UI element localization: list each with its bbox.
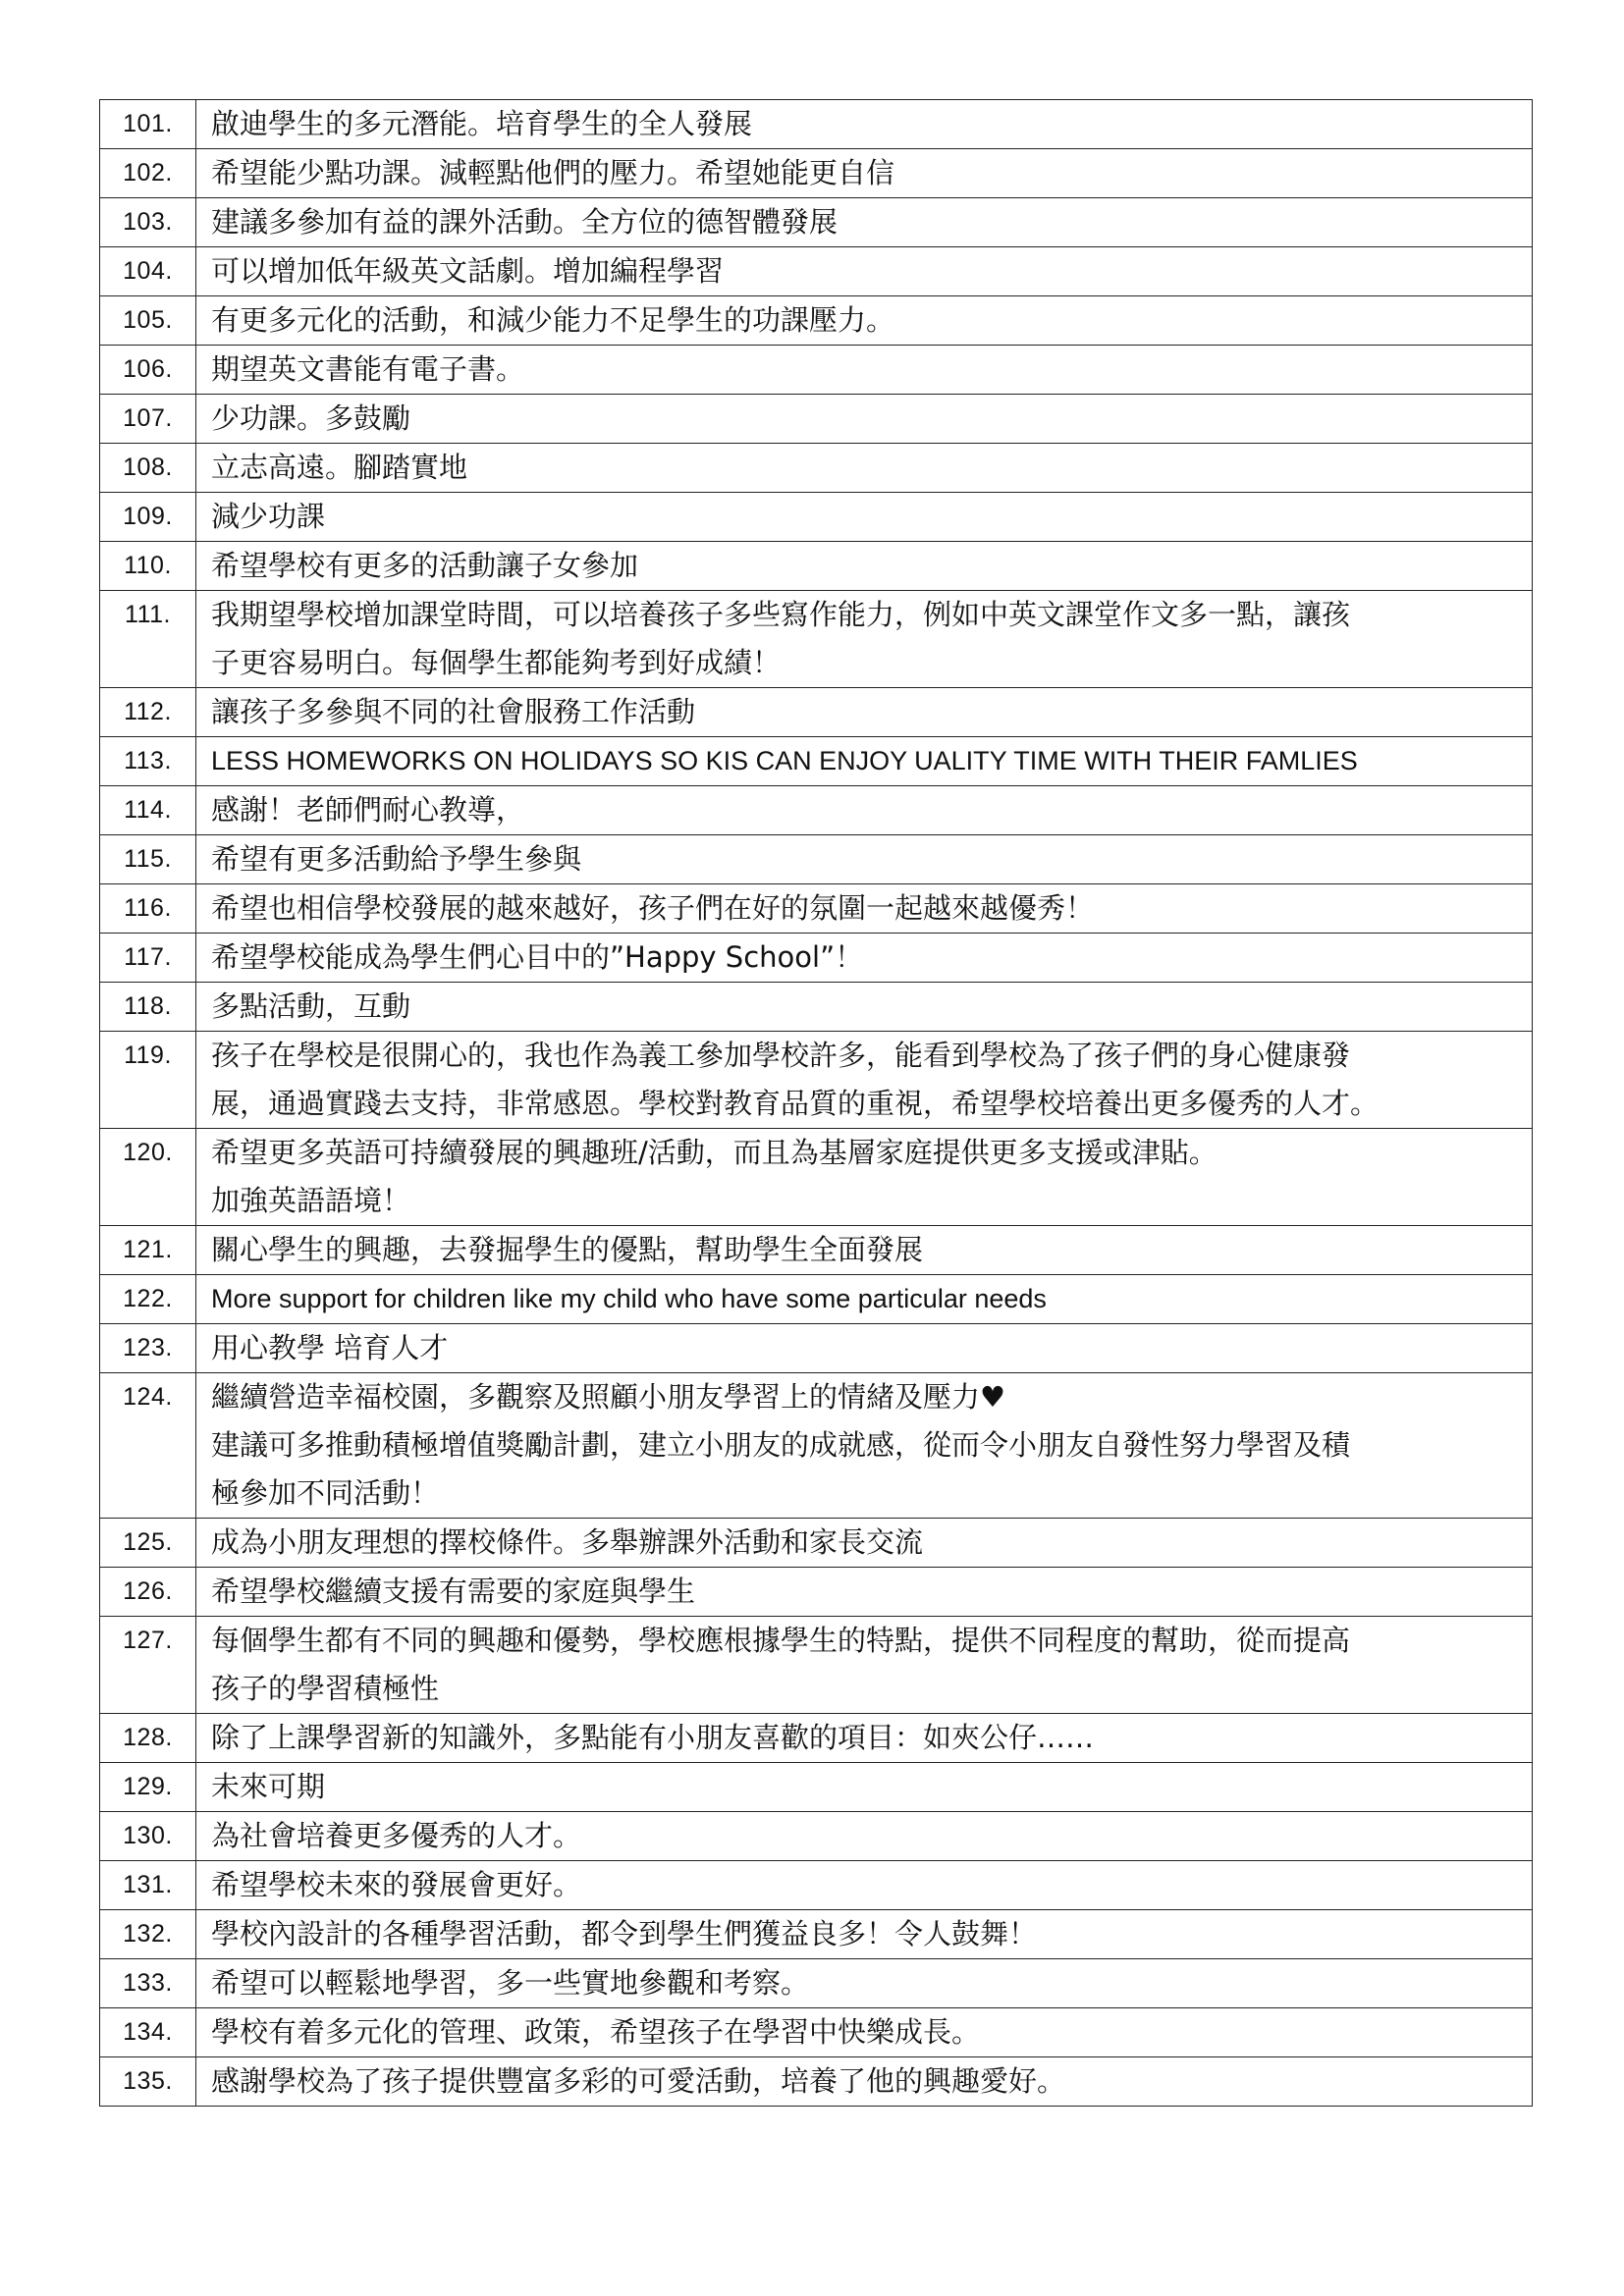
comment-cell <box>196 1812 1533 1861</box>
comment-cell <box>196 100 1533 149</box>
comment-line: 有更多元化的活動，和減少能力不足學生的功課壓力。 <box>211 303 895 337</box>
comment-line: 期望英文書能有電子書。 <box>211 352 525 386</box>
table-row <box>100 934 1533 983</box>
row-number: 118. <box>100 983 196 1032</box>
table-row <box>100 737 1533 786</box>
row-number: 131. <box>100 1861 196 1910</box>
comment-cell <box>196 688 1533 737</box>
table-row <box>100 346 1533 395</box>
comment-cell <box>196 1959 1533 2008</box>
comment-line: 感謝！老師們耐心教導， <box>211 793 525 827</box>
comment-line: 希望學校能成為學生們心目中的”Happy School”！ <box>211 940 864 974</box>
row-number: 132. <box>100 1910 196 1959</box>
comment-line: 希望有更多活動給予學生參與 <box>211 842 582 876</box>
row-number: 122. <box>100 1275 196 1324</box>
comment-cell <box>196 737 1533 786</box>
comment-line: 展，通過實踐去支持，非常感恩。學校對教育品質的重視，希望學校培養出更多優秀的人才。 <box>211 1087 1380 1120</box>
comment-cell <box>196 493 1533 542</box>
comment-line: 讓孩子多參與不同的社會服務工作活動 <box>211 695 696 728</box>
comment-line: 希望可以輕鬆地學習，多一些實地參觀和考察。 <box>211 1966 810 2000</box>
table-row <box>100 542 1533 591</box>
comment-cell <box>196 1568 1533 1617</box>
table-row <box>100 395 1533 444</box>
row-number: 130. <box>100 1812 196 1861</box>
table-row <box>100 1568 1533 1617</box>
comment-line: 子更容易明白。每個學生都能夠考到好成績！ <box>211 646 782 679</box>
row-number: 101. <box>100 100 196 149</box>
comment-line: 希望能少點功課。減輕點他們的壓力。希望她能更自信 <box>211 156 895 189</box>
row-number: 133. <box>100 1959 196 2008</box>
row-number: 110. <box>100 542 196 591</box>
comment-cell <box>196 2008 1533 2057</box>
row-number: 108. <box>100 444 196 493</box>
row-number: 113. <box>100 737 196 786</box>
comment-line: 每個學生都有不同的興趣和優勢，學校應根據學生的特點，提供不同程度的幫助，從而提高 <box>211 1624 1351 1657</box>
comment-line: 學校內設計的各種學習活動，都令到學生們獲益良多！令人鼓舞！ <box>211 1917 1038 1950</box>
comment-line: 希望更多英語可持續發展的興趣班/活動，而且為基層家庭提供更多支援或津貼。 <box>211 1136 1218 1169</box>
comment-line: 我期望學校增加課堂時間，可以培養孩子多些寫作能力，例如中英文課堂作文多一點，讓孩 <box>211 598 1351 631</box>
row-number: 119. <box>100 1032 196 1129</box>
row-number: 104. <box>100 247 196 296</box>
comment-line: 感謝學校為了孩子提供豐富多彩的可愛活動，培養了他的興趣愛好。 <box>211 2064 1066 2098</box>
table-row <box>100 1324 1533 1373</box>
row-number: 120. <box>100 1129 196 1226</box>
comment-cell <box>196 149 1533 198</box>
table-row <box>100 296 1533 346</box>
row-number: 121. <box>100 1226 196 1275</box>
row-number: 124. <box>100 1373 196 1519</box>
comment-line: 減少功課 <box>211 500 326 533</box>
row-number: 135. <box>100 2057 196 2107</box>
comment-line: LESS HOMEWORKS ON HOLIDAYS SO KIS CAN ENJOY UALITY TIME WITH THEIR FAMLIES <box>211 746 1358 775</box>
table-row <box>100 149 1533 198</box>
comment-cell <box>196 1373 1533 1519</box>
comment-cell <box>196 934 1533 983</box>
row-number: 106. <box>100 346 196 395</box>
table-row <box>100 1373 1533 1519</box>
row-number: 107. <box>100 395 196 444</box>
comment-cell <box>196 1275 1533 1324</box>
table-row <box>100 1129 1533 1226</box>
table-row <box>100 884 1533 934</box>
comment-line: 多點活動，互動 <box>211 989 411 1023</box>
row-number: 126. <box>100 1568 196 1617</box>
table-row <box>100 1714 1533 1763</box>
row-number: 102. <box>100 149 196 198</box>
comment-cell <box>196 444 1533 493</box>
table-row <box>100 247 1533 296</box>
comment-cell <box>196 1910 1533 1959</box>
comment-line: 用心教學 培育人才 <box>211 1331 449 1364</box>
comment-cell <box>196 1519 1533 1568</box>
comment-line: 希望學校未來的發展會更好。 <box>211 1868 582 1901</box>
comment-cell <box>196 835 1533 884</box>
row-number: 117. <box>100 934 196 983</box>
comment-line: 未來可期 <box>211 1770 326 1803</box>
feedback-table <box>99 99 1533 2107</box>
table-row <box>100 2057 1533 2107</box>
table-row <box>100 1910 1533 1959</box>
comment-cell <box>196 1714 1533 1763</box>
comment-line: 孩子在學校是很開心的，我也作為義工參加學校許多，能看到學校為了孩子們的身心健康發 <box>211 1039 1351 1072</box>
comment-line: 學校有着多元化的管理、政策，希望孩子在學習中快樂成長。 <box>211 2015 981 2049</box>
table-row <box>100 1226 1533 1275</box>
table-row <box>100 100 1533 149</box>
table-row <box>100 2008 1533 2057</box>
feedback-table-body <box>100 100 1533 2107</box>
comment-cell <box>196 395 1533 444</box>
row-number: 125. <box>100 1519 196 1568</box>
comment-cell <box>196 296 1533 346</box>
comment-cell <box>196 1129 1533 1226</box>
row-number: 112. <box>100 688 196 737</box>
row-number: 103. <box>100 198 196 247</box>
table-row <box>100 1519 1533 1568</box>
comment-line: 建議多參加有益的課外活動。全方位的德智體發展 <box>211 205 839 239</box>
row-number: 115. <box>100 835 196 884</box>
row-number: 109. <box>100 493 196 542</box>
comment-line: 希望學校繼續支援有需要的家庭與學生 <box>211 1575 696 1608</box>
comment-cell <box>196 1617 1533 1714</box>
comment-line: 關心學生的興趣，去發掘學生的優點，幫助學生全面發展 <box>211 1233 924 1266</box>
comment-cell <box>196 1763 1533 1812</box>
row-number: 105. <box>100 296 196 346</box>
row-number: 114. <box>100 786 196 835</box>
table-row <box>100 983 1533 1032</box>
comment-cell <box>196 786 1533 835</box>
comment-line: 建議可多推動積極增值獎勵計劃，建立小朋友的成就感，從而令小朋友自發性努力學習及積 <box>211 1428 1351 1462</box>
table-row <box>100 1812 1533 1861</box>
table-row <box>100 786 1533 835</box>
row-number: 129. <box>100 1763 196 1812</box>
table-row <box>100 835 1533 884</box>
comment-line: 少功課。多鼓勵 <box>211 401 411 435</box>
comment-cell <box>196 1226 1533 1275</box>
comment-cell <box>196 1032 1533 1129</box>
comment-line: 加強英語語境！ <box>211 1184 411 1217</box>
table-row <box>100 444 1533 493</box>
row-number: 127. <box>100 1617 196 1714</box>
table-row <box>100 1763 1533 1812</box>
comment-line: 極參加不同活動！ <box>211 1476 440 1510</box>
comment-cell <box>196 198 1533 247</box>
comment-cell <box>196 1324 1533 1373</box>
row-number: 128. <box>100 1714 196 1763</box>
comment-cell <box>196 1861 1533 1910</box>
comment-line: 立志高遠。腳踏實地 <box>211 451 468 484</box>
comment-cell <box>196 542 1533 591</box>
comment-line: 孩子的學習積極性 <box>211 1672 440 1705</box>
comment-line: 除了上課學習新的知識外，多點能有小朋友喜歡的項目：如夾公仔…… <box>211 1721 1095 1754</box>
row-number: 123. <box>100 1324 196 1373</box>
table-row <box>100 1861 1533 1910</box>
comment-line: 成為小朋友理想的擇校條件。多舉辦課外活動和家長交流 <box>211 1525 924 1559</box>
table-row <box>100 1032 1533 1129</box>
row-number: 116. <box>100 884 196 934</box>
row-number: 134. <box>100 2008 196 2057</box>
comment-line: 為社會培養更多優秀的人才。 <box>211 1819 582 1852</box>
table-row <box>100 493 1533 542</box>
row-number: 111. <box>100 591 196 688</box>
comment-cell <box>196 983 1533 1032</box>
comment-line: 繼續營造幸福校園，多觀察及照顧小朋友學習上的情緒及壓力♥ <box>211 1380 1005 1414</box>
comment-line: 啟迪學生的多元潛能。培育學生的全人發展 <box>211 107 753 140</box>
comment-cell <box>196 591 1533 688</box>
table-row <box>100 1617 1533 1714</box>
comment-line: 可以增加低年級英文話劇。增加編程學習 <box>211 254 725 288</box>
table-row <box>100 1959 1533 2008</box>
table-row <box>100 1275 1533 1324</box>
comment-cell <box>196 884 1533 934</box>
comment-line: 希望學校有更多的活動讓子女參加 <box>211 549 639 582</box>
comment-cell <box>196 346 1533 395</box>
comment-line: 希望也相信學校發展的越來越好，孩子們在好的氛圍一起越來越優秀！ <box>211 891 1095 925</box>
comment-cell <box>196 2057 1533 2107</box>
comment-cell <box>196 247 1533 296</box>
comment-line: More support for children like my child who have some particular needs <box>211 1284 1047 1313</box>
table-row <box>100 688 1533 737</box>
table-row <box>100 591 1533 688</box>
table-row <box>100 198 1533 247</box>
